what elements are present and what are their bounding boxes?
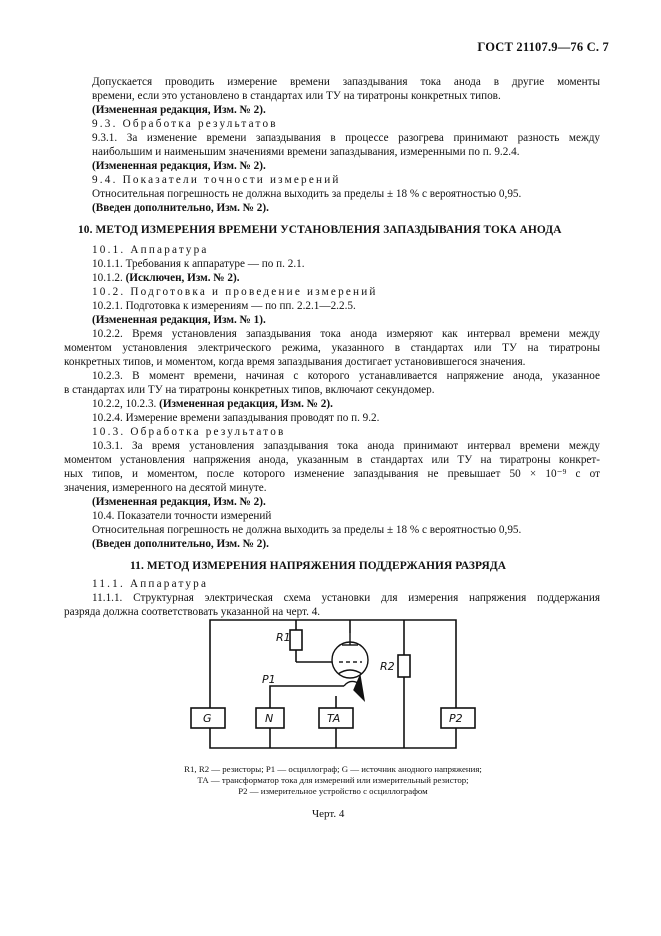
- section-heading: 9.4. Показатели точности измерений: [92, 174, 341, 186]
- paragraph-line: 10.2.2. Время установления запаздывания тока анода измеряют как интервал времени между: [92, 328, 600, 340]
- paragraph-line: 10.2.3. В момент времени, начиная с которого устанавливается напряжение анода, указанное: [92, 370, 600, 382]
- amendment-note: (Измененная редакция, Изм. № 1).: [92, 314, 266, 326]
- figure-label: Черт. 4: [312, 808, 345, 820]
- chapter-heading: 10. МЕТОД ИЗМЕРЕНИЯ ВРЕМЕНИ УСТАНОВЛЕНИЯ ЗАПАЗДЫВАНИЯ ТОКА АНОДА: [78, 224, 562, 236]
- figure-caption-line: ТА — трансформатор тока для измерений или измерительный резистор;: [197, 775, 469, 785]
- section-heading: 10.4. Показатели точности измерений: [92, 510, 272, 522]
- paragraph-line: Допускается проводить измерение времени запаздывания тока анода в другие моменты: [92, 76, 600, 88]
- paragraph-line: 9.3.1. За изменение времени запаздывания в процессе разогрева принимают разность между: [92, 132, 600, 144]
- paragraph-line: 10.3.1. За время установления запаздывания тока анода принимают интервал времени между: [92, 440, 600, 452]
- amendment-note: (Введен дополнительно, Изм. № 2).: [92, 202, 269, 214]
- paragraph-line: Относительная погрешность не должна выходить за пределы ± 18 % с вероятностью 0,95.: [92, 524, 522, 536]
- paragraph-line: конкретных типов, и моментом, когда время запаздывания достигает установившегося значения.: [64, 356, 526, 368]
- section-heading: 10.1. Аппаратура: [92, 244, 209, 256]
- amendment-note: (Измененная редакция, Изм. № 2).: [92, 496, 266, 508]
- r1-label: R1: [276, 631, 291, 644]
- paragraph-line: 11.1.1. Структурная электрическая схема установки для измерения напряжения поддержания: [92, 592, 600, 604]
- amendment-note: (Измененная редакция, Изм. № 2).: [92, 104, 266, 116]
- paragraph-line: 10.2.1. Подготовка к измерениям — по пп. 2.2.1—2.2.5.: [92, 300, 356, 312]
- paragraph-line: моментом установления электрического режима, указанного в стандартах или ТУ на тиратроны: [64, 342, 600, 354]
- chapter-heading: 11. МЕТОД ИЗМЕРЕНИЯ НАПРЯЖЕНИЯ ПОДДЕРЖАНИЯ РАЗРЯДА: [130, 560, 507, 572]
- p2-label: P2: [449, 712, 463, 725]
- resistor-r2: [398, 655, 410, 677]
- n-label: N: [265, 712, 274, 725]
- r2-label: R2: [380, 660, 395, 673]
- p1-label: P1: [262, 673, 276, 686]
- g-label: G: [203, 712, 212, 725]
- figure-caption-line: R1, R2 — резисторы; P1 — осциллограф; G — источник анодного напряжения;: [184, 764, 482, 774]
- paragraph-line: времени, если это установлено в стандартах или ТУ на тиратроны конкретных типов.: [92, 90, 501, 102]
- section-heading: 10.2. Подготовка и проведение измерений: [92, 286, 378, 298]
- paragraph-line: моментом установления напряжения анода, указанным в стандартах или ТУ на тиратроны конкрет-: [64, 454, 600, 466]
- page-header: ГОСТ 21107.9—76 С. 7: [477, 40, 609, 54]
- paragraph-line: 10.2.2, 10.2.3. (Измененная редакция, Изм. № 2).: [92, 398, 333, 410]
- paragraph-line: 10.2.4. Измерение времени запаздывания проводят по п. 9.2.: [92, 412, 380, 424]
- resistor-r1: [290, 630, 302, 650]
- paragraph-line: 10.1.1. Требования к аппаратуре — по п. 2.1.: [92, 258, 305, 270]
- paragraph-line: наибольшим и наименьшим значениями времени запаздывания, измеренными по п. 9.2.4.: [92, 146, 520, 158]
- figure-caption-line: P2 — измерительное устройство с осциллографом: [238, 786, 428, 796]
- paragraph-line: 10.1.2. (Исключен, Изм. № 2).: [92, 272, 240, 284]
- amendment-note: (Введен дополнительно, Изм. № 2).: [92, 538, 269, 550]
- paragraph-line: разряда должна соответствовать указанной на черт. 4.: [64, 606, 321, 618]
- ta-label: TA: [327, 712, 341, 725]
- paragraph-line: ных типов, и моментом, после которого изменение запаздывания не превышает 50 × 10⁻⁹ с от: [64, 468, 600, 480]
- amendment-note: (Измененная редакция, Изм. № 2).: [92, 160, 266, 172]
- section-heading: 11.1. Аппаратура: [92, 578, 209, 590]
- paragraph-line: значения, измеренного на десятой минуте.: [64, 482, 267, 494]
- thyratron-icon: [332, 633, 368, 700]
- section-heading: 10.3. Обработка результатов: [92, 426, 286, 438]
- paragraph-line: Относительная погрешность не должна выходить за пределы ± 18 % с вероятностью 0,95.: [92, 188, 522, 200]
- paragraph-line: в стандартах или ТУ на тиратроны конкретных типов, включают секундомер.: [64, 384, 435, 396]
- section-heading: 9.3. Обработка результатов: [92, 118, 278, 130]
